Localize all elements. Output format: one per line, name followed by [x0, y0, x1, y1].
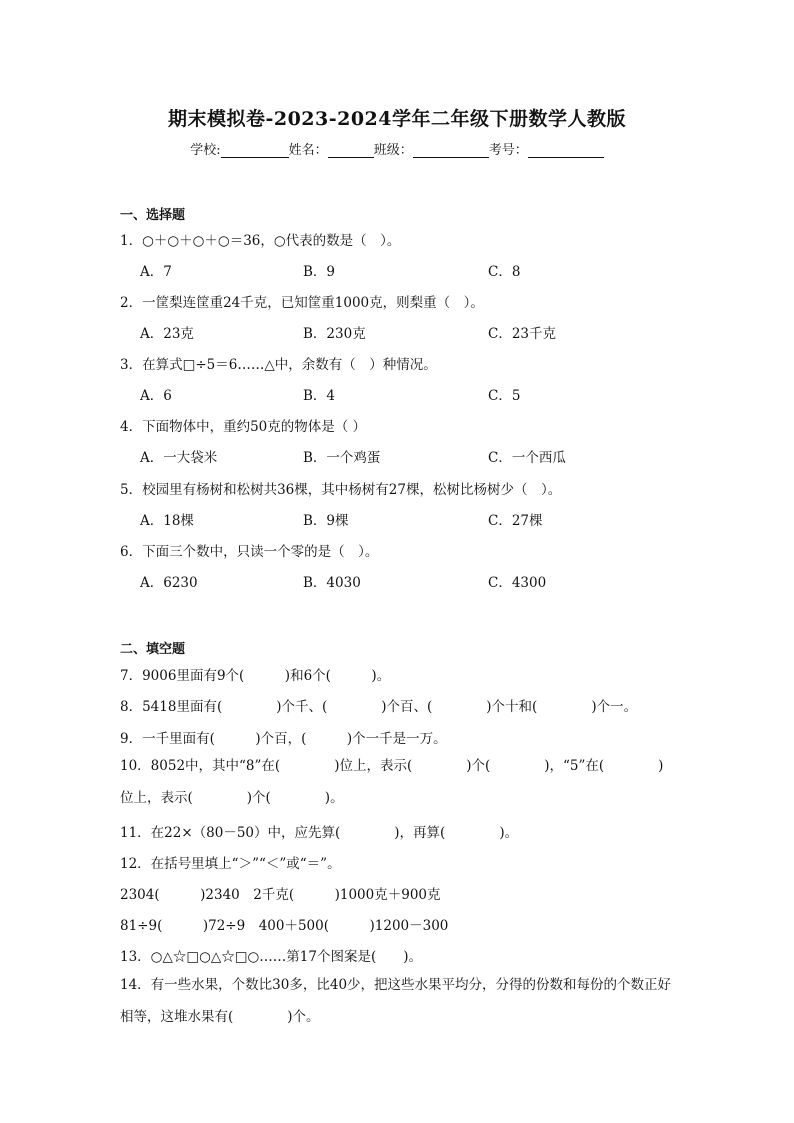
q3-option-b[interactable]: B．4 — [303, 388, 336, 404]
question-10: 10．8052中，其中“8”在( )位上，表示( )个( )，“5”在( )位上，表示( )个( )。 — [120, 758, 664, 806]
question-3: 3．在算式□÷5＝6……△中，余数有（ ）种情况。 — [120, 357, 437, 373]
q1-option-a[interactable]: A．7 — [140, 264, 172, 280]
question-6: 6．下面三个数中，只读一个零的是（ ）。 — [120, 544, 379, 560]
q5-option-b[interactable]: B．9棵 — [303, 513, 349, 529]
q2-option-a[interactable]: A．23克 — [140, 326, 194, 342]
name-label: 姓名： — [288, 143, 328, 158]
question-12-line-1: 2304( )2340 2千克( )1000克＋900克 — [120, 887, 441, 903]
q2-option-c[interactable]: C．23千克 — [488, 326, 557, 342]
question-8: 8．5418里面有( )个千、( )个百、( )个十和( )个一。 — [120, 699, 638, 715]
q2-option-b[interactable]: B．230克 — [303, 326, 366, 342]
q4-option-a[interactable]: A．一大袋米 — [140, 450, 218, 466]
question-13: 13．○△☆□○△☆□○……第17个图案是( )。 — [120, 949, 423, 965]
class-label: 班级： — [373, 143, 413, 158]
question-12-line-2: 81÷9( )72÷9 400＋500( )1200－300 — [120, 918, 449, 934]
q6-option-b[interactable]: B．4030 — [303, 575, 361, 591]
question-12: 12．在括号里填上“＞”“＜”或“＝”。 — [120, 856, 341, 872]
name-blank[interactable] — [328, 143, 374, 158]
exam-number-blank[interactable] — [528, 143, 604, 158]
section-title-choice: 一、选择题 — [120, 208, 186, 223]
q1-option-c[interactable]: C．8 — [488, 264, 521, 280]
student-info-line — [0, 139, 794, 158]
exam-number-label: 考号： — [488, 143, 528, 158]
q4-option-b[interactable]: B．一个鸡蛋 — [303, 450, 381, 466]
q3-option-a[interactable]: A．6 — [140, 388, 172, 404]
question-2: 2．一筐梨连筐重24千克，已知筐重1000克，则梨重（ ）。 — [120, 295, 484, 311]
question-9: 9．一千里面有( )个百，( )个一千是一万。 — [120, 731, 447, 747]
q4-option-c[interactable]: C．一个西瓜 — [488, 450, 566, 466]
question-1: 1．○＋○＋○＋○＝36，○代表的数是（ ）。 — [120, 233, 401, 249]
question-14: 14．有一些水果，个数比30多，比40少，把这些水果平均分，分得的份数和每份的个数正好相等，这堆水果有( )个。 — [120, 977, 672, 1025]
q5-option-c[interactable]: C．27棵 — [488, 513, 543, 529]
question-11: 11．在22×（80－50）中，应先算( )，再算( )。 — [120, 825, 519, 841]
q6-option-c[interactable]: C．4300 — [488, 575, 547, 591]
q1-option-b[interactable]: B．9 — [303, 264, 336, 280]
question-5: 5．校园里有杨树和松树共36棵，其中杨树有27棵，松树比杨树少（ ）。 — [120, 482, 562, 498]
q5-option-a[interactable]: A．18棵 — [140, 513, 194, 529]
school-blank[interactable] — [221, 143, 289, 158]
q3-option-c[interactable]: C．5 — [488, 388, 521, 404]
question-4: 4．下面物体中，重约50克的物体是（ ） — [120, 419, 367, 435]
school-label: 学校: — [190, 143, 221, 158]
section-title-fill: 二、填空题 — [120, 642, 186, 657]
class-blank[interactable] — [413, 143, 489, 158]
q6-option-a[interactable]: A．6230 — [140, 575, 198, 591]
question-7: 7．9006里面有9个( )和6个( )。 — [120, 668, 391, 684]
page-title: 期末模拟卷-2023-2024学年二年级下册数学人教版 — [167, 108, 627, 130]
